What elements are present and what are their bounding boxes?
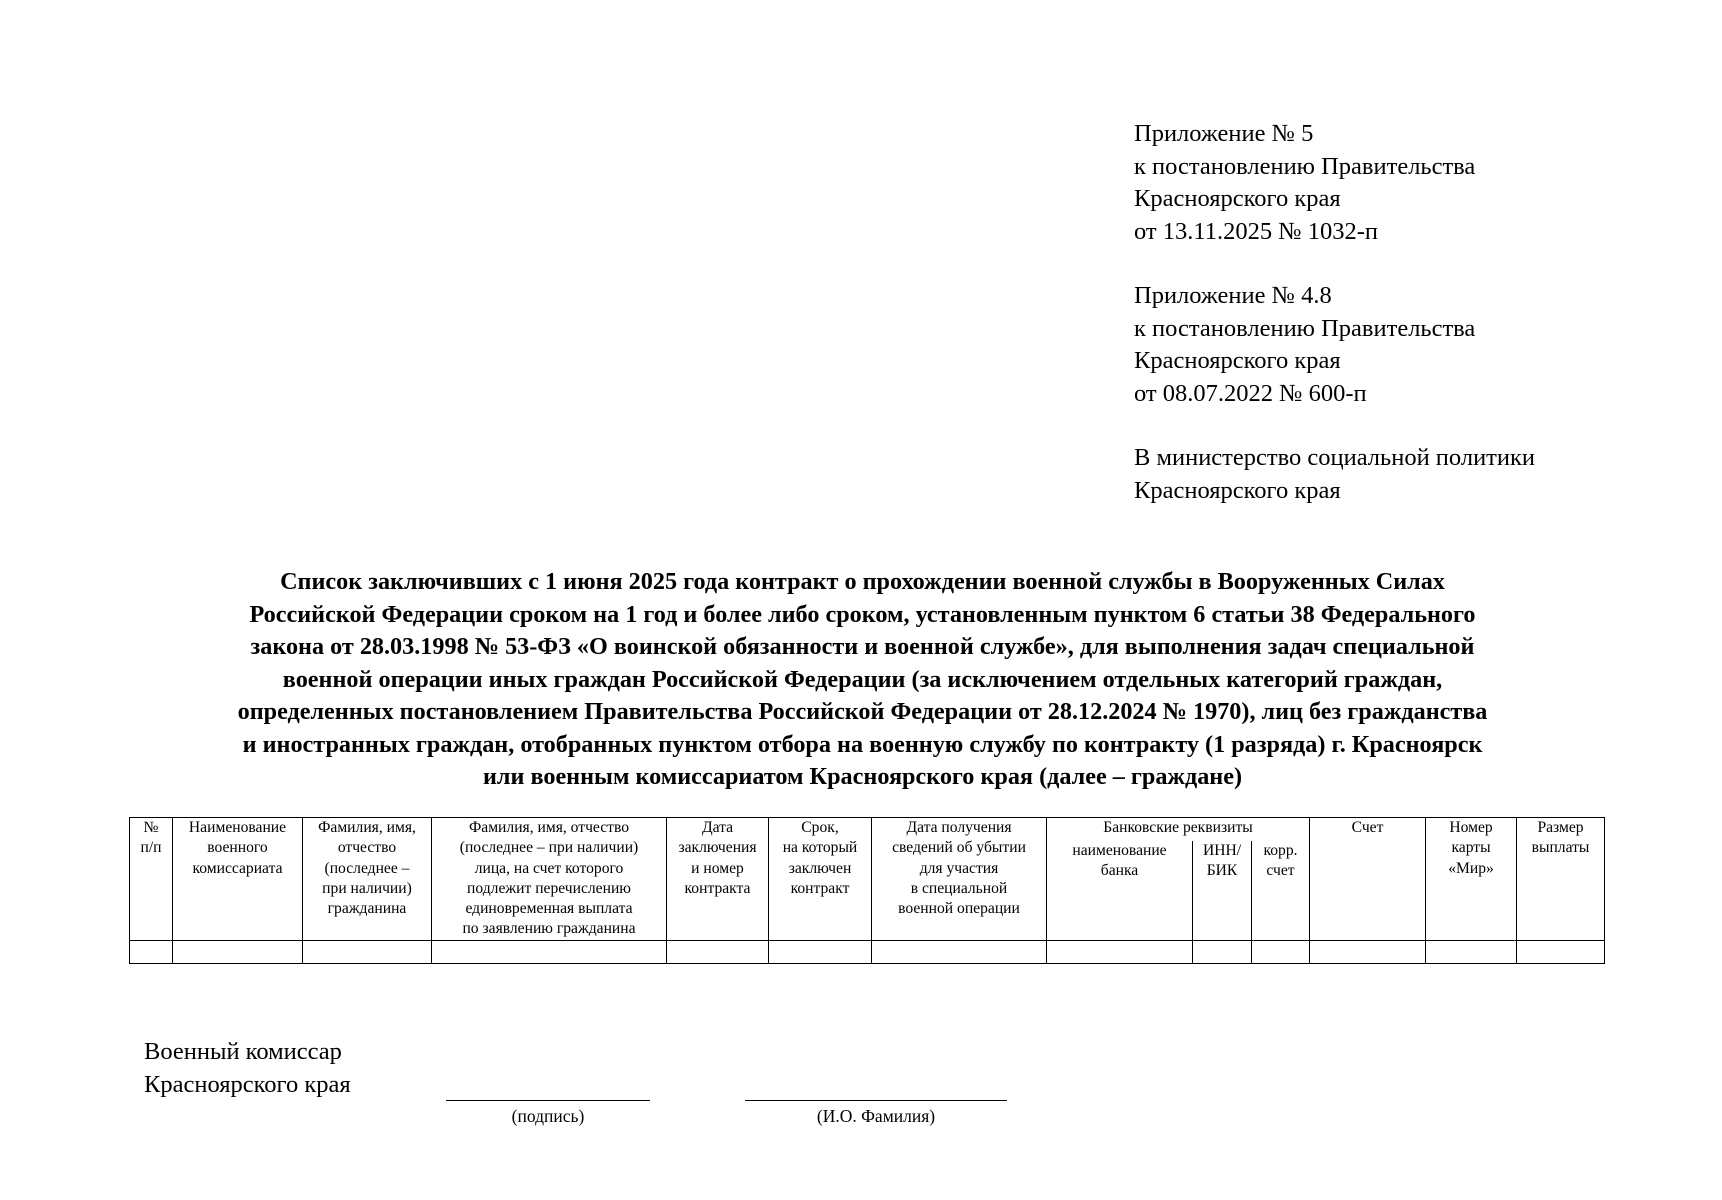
col-inn-bik [1193,841,1252,941]
col-recipient-name [432,818,667,941]
col-citizen-name-text: отчество [337,839,397,857]
col-departure-date [872,818,1047,941]
col-commissariat [173,818,303,941]
appendix-5-line: Красноярского края [1134,185,1341,212]
col-inn-bik-text: БИК [1206,862,1238,880]
col-contract-date-text: контракта [684,879,751,897]
appendix-4-8-line: Приложение № 4.8 [1134,282,1332,309]
appendix-5-line: от 13.11.2025 № 1032-п [1134,217,1378,245]
col-term-text: контракт [790,879,850,897]
col-term [769,818,872,941]
col-payment-text: выплаты [1531,839,1590,857]
col-recipient-name-text: Фамилия, имя, отчество [468,819,630,836]
col-bank-name-text: банка [1100,862,1139,880]
table-cell [1426,940,1517,963]
col-departure-date-text: сведений об убытии [892,839,1026,857]
col-contract-date-text: заключения [678,839,757,857]
col-bank-details: Банковские реквизиты [1047,818,1310,841]
col-num-text: п/п [140,839,162,857]
table-cell [1252,940,1310,963]
appendix-5 [1134,118,1535,248]
col-payment-text: Размер [1537,819,1584,836]
col-departure-date-text: Дата получения [906,819,1012,836]
addressee-line: В министерство социальной политики [1134,444,1536,471]
signatory-position: Военный комиссар [144,1038,342,1065]
title-line: определенных постановлением Правительства Российской Федерации от 28.12.2024 № 1970), лиц без гражданства [237,698,1488,725]
name-caption: (И.О. Фамилия) [816,1106,936,1126]
col-commissariat-text: комиссариата [192,859,283,877]
col-recipient-name-text: по заявлению гражданина [462,920,636,938]
signatory-position: Красноярского края [144,1070,351,1098]
col-corr-account-text: счет [1266,862,1295,880]
appendix-5-line: Приложение № 5 [1134,120,1314,147]
table-row [130,940,1605,963]
signature-line [446,1100,650,1101]
table-cell [432,940,667,963]
col-payment [1517,818,1605,941]
col-contract-date [667,818,769,941]
col-bank-name [1047,841,1193,941]
table-cell [130,940,173,963]
appendix-4-8-line: Красноярского края [1134,347,1341,374]
name-line [745,1100,1007,1101]
table-header-row [130,818,1605,841]
col-citizen-name-text: Фамилия, имя, [318,819,416,836]
appendix-4-8 [1134,280,1535,410]
col-mir-card [1426,818,1517,941]
appendix-header [1134,118,1535,539]
col-mir-card-text: карты [1451,839,1491,857]
title-line: военной операции иных граждан Российской Федерации (за исключением отдельных категорий граждан, [282,665,1443,693]
col-citizen-name [303,818,432,941]
appendix-5-line: к постановлению Правительства [1134,152,1476,180]
col-mir-card-text: «Мир» [1448,859,1494,877]
col-term-text: на который [782,839,858,857]
table-cell [872,940,1047,963]
table-cell [1047,940,1193,963]
col-num-text: № [143,819,159,836]
col-departure-date-text: для участия [919,859,999,877]
col-recipient-name-text: единовременная выплата [465,900,633,918]
addressee-line: Красноярского края [1134,476,1341,504]
appendix-4-8-line: от 08.07.2022 № 600-п [1134,379,1367,407]
title-line: Список заключивших с 1 июня 2025 года контракт о прохождении военной службы в Вооруженных Силах [280,568,1445,595]
col-contract-date-text: Дата [701,819,734,836]
col-citizen-name-text: при наличии) [322,879,412,897]
col-account-text: Счет [1351,819,1384,836]
title-line: Российской Федерации сроком на 1 год и более либо сроком, установленным пунктом 6 статьи 38 Федерального [249,600,1476,628]
col-inn-bik-text: ИНН/ [1202,841,1242,859]
citizens-table [129,817,1605,964]
title-line: или военным комиссариатом Красноярского края (далее – граждане) [482,763,1243,790]
col-corr-account [1252,841,1310,941]
col-num [130,818,173,941]
col-recipient-name-text: лица, на счет которого [474,859,624,877]
col-recipient-name-text: подлежит перечислению [467,879,631,897]
table-cell [769,940,872,963]
col-term-text: Срок, [801,819,839,836]
document-title [120,566,1605,794]
signature-block [144,1036,351,1101]
signature-caption: (подпись) [511,1106,585,1126]
col-citizen-name-text: (последнее – [324,859,410,877]
table-cell [1517,940,1605,963]
col-recipient-name-text: (последнее – при наличии) [459,839,639,857]
col-mir-card-text: Номер [1449,819,1493,836]
col-account [1310,818,1426,941]
table-cell [1310,940,1426,963]
col-departure-date-text: военной операции [898,900,1020,918]
col-commissariat-text: военного [207,839,268,857]
col-departure-date-text: в специальной [910,879,1008,897]
table-cell [303,940,432,963]
col-citizen-name-text: гражданина [327,900,407,918]
title-line: закона от 28.03.1998 № 53-ФЗ «О воинской обязанности и военной службе», для выполнения задач специальной [250,633,1475,660]
table-cell [1193,940,1252,963]
col-contract-date-text: и номер [691,859,744,877]
addressee [1134,442,1535,507]
appendix-4-8-line: к постановлению Правительства [1134,314,1476,342]
title-line: и иностранных граждан, отобранных пунктом отбора на военную службу по контракту (1 разряда) г. Красноярск [242,730,1483,758]
col-term-text: заключен [788,859,852,877]
col-bank-name-text: наименование [1072,841,1167,859]
col-commissariat-text: Наименование [188,819,287,836]
col-corr-account-text: корр. [1263,841,1298,859]
table-cell [173,940,303,963]
table-cell [667,940,769,963]
